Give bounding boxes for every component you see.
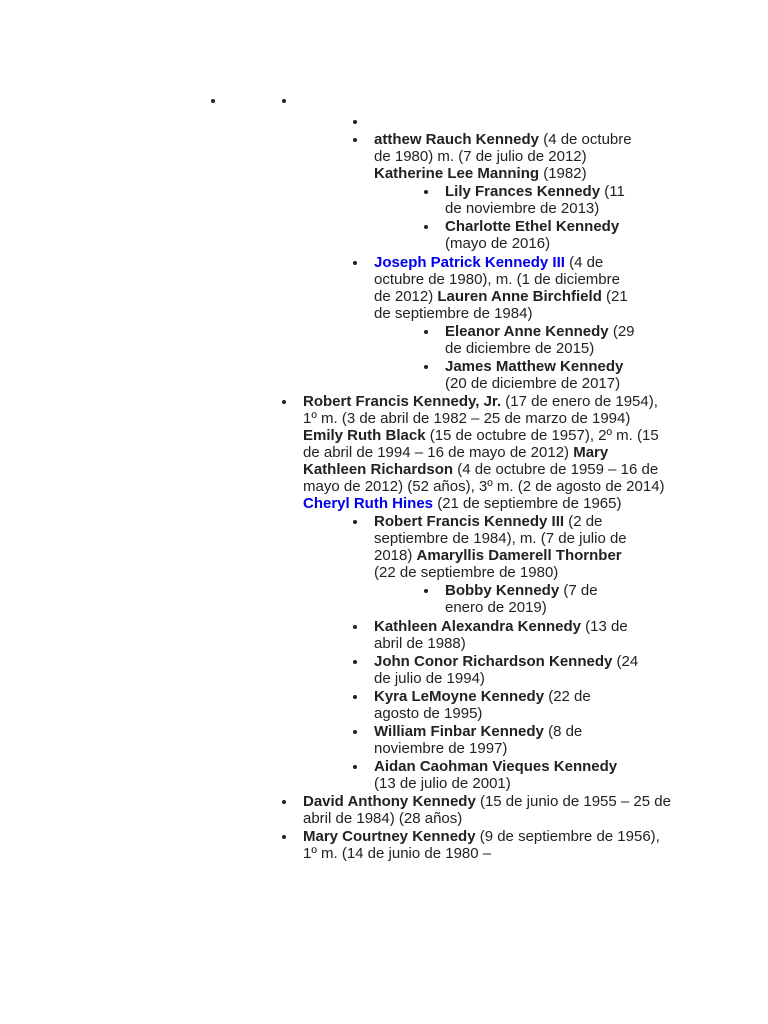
- person-name: Lily Frances Kennedy: [445, 183, 601, 200]
- list-item: [232, 92, 672, 862]
- person-name: Robert Francis Kennedy, Jr.: [303, 393, 502, 410]
- person-link[interactable]: Joseph Patrick Kennedy III: [374, 254, 565, 271]
- person-info: (2 de septiembre de 1984), m. (7 de julio de 2018): [374, 513, 627, 564]
- person-info: (mayo de 2016): [445, 235, 551, 252]
- spouse-info: (15 de octubre de 1957), 2º m. (15 de abril de 1994 – 16 de mayo de 2012): [303, 427, 659, 461]
- person-info: (17 de enero de 1954), 1º m. (3 de abril de 1982 – 25 de marzo de 1994): [303, 393, 658, 427]
- family-tree: [232, 87, 672, 862]
- spouse-info: (4 de octubre de 1959 – 16 de mayo de 2012) (52 años), 3º m. (2 de agosto de 2014): [303, 461, 665, 495]
- person-info: (20 de diciembre de 2017): [445, 375, 621, 392]
- list-item: [445, 183, 640, 217]
- list-item: [374, 618, 639, 652]
- person-info: (29 de diciembre de 2015): [445, 323, 635, 357]
- grandchildren-list: [374, 113, 639, 392]
- person-name: Aidan Caohman Vieques Kennedy: [374, 758, 618, 775]
- list-item: [445, 323, 640, 357]
- children-list: [445, 323, 640, 392]
- list-item: [303, 393, 673, 792]
- person-name: David Anthony Kennedy: [303, 793, 476, 810]
- spouse-link[interactable]: Cheryl Ruth Hines: [303, 495, 434, 512]
- list-item: [445, 358, 640, 392]
- spouse-name: Amaryllis Damerell Thornber: [416, 547, 622, 564]
- person-info: (22 de agosto de 1995): [374, 688, 591, 722]
- person-name: atthew Rauch Kennedy: [374, 131, 540, 148]
- person-name: William Finbar Kennedy: [374, 723, 544, 740]
- person-name: Kyra LeMoyne Kennedy: [374, 688, 545, 705]
- person-info: (13 de abril de 1988): [374, 618, 628, 652]
- person-name: James Matthew Kennedy: [445, 358, 624, 375]
- children-list: [445, 183, 640, 252]
- spouse-name: Emily Ruth Black: [303, 427, 426, 444]
- list-item: [374, 131, 639, 252]
- list-item: [374, 513, 639, 616]
- list-item: [374, 688, 639, 722]
- spouse-info: (21 de septiembre de 1984): [374, 288, 628, 322]
- spouse-info: (1982): [539, 165, 587, 182]
- list-item: [374, 653, 639, 687]
- person-info: (11 de noviembre de 2013): [445, 183, 625, 217]
- person-name: Robert Francis Kennedy III: [374, 513, 565, 530]
- person-info: (13 de julio de 2001): [374, 775, 511, 792]
- spouse-info: (22 de septiembre de 1980): [374, 564, 559, 581]
- list-item: [303, 92, 673, 392]
- person-info: (4 de octubre de 1980) m. (7 de julio de 2012): [374, 131, 632, 165]
- person-name: Eleanor Anne Kennedy: [445, 323, 609, 340]
- list-item: [374, 723, 639, 757]
- person-name: Kathleen Alexandra Kennedy: [374, 618, 582, 635]
- person-info: (9 de septiembre de 1956), 1º m. (14 de junio de 1980 –: [303, 828, 660, 862]
- list-item: [445, 582, 640, 616]
- person-info: (24 de julio de 1994): [374, 653, 639, 687]
- spouse-name: Katherine Lee Manning: [374, 165, 540, 182]
- person-info: (15 de junio de 1955 – 25 de abril de 1984) (28 años): [303, 793, 671, 827]
- spouse-info: (21 de septiembre de 1965): [433, 495, 622, 512]
- person-info: (4 de octubre de 1980), m. (1 de diciembre de 2012): [374, 254, 620, 305]
- person-info: (8 de noviembre de 1997): [374, 723, 583, 757]
- children-list: [374, 513, 639, 792]
- family-tree-level-2: [303, 92, 673, 862]
- list-item: [303, 828, 673, 862]
- person-info: (7 de enero de 2019): [445, 582, 598, 616]
- grandchildren-list: [445, 582, 640, 616]
- person-name: Mary Courtney Kennedy: [303, 828, 476, 845]
- spouse-name: Mary Kathleen Richardson: [303, 444, 609, 478]
- spouse-name: Lauren Anne Birchfield: [437, 288, 602, 305]
- list-item: [374, 758, 639, 792]
- person-name: Bobby Kennedy: [445, 582, 560, 599]
- list-item: [445, 218, 640, 252]
- person-name: John Conor Richardson Kennedy: [374, 653, 613, 670]
- list-item: [374, 113, 639, 130]
- list-item: [374, 254, 639, 392]
- list-item: [303, 793, 673, 827]
- person-name: Charlotte Ethel Kennedy: [445, 218, 620, 235]
